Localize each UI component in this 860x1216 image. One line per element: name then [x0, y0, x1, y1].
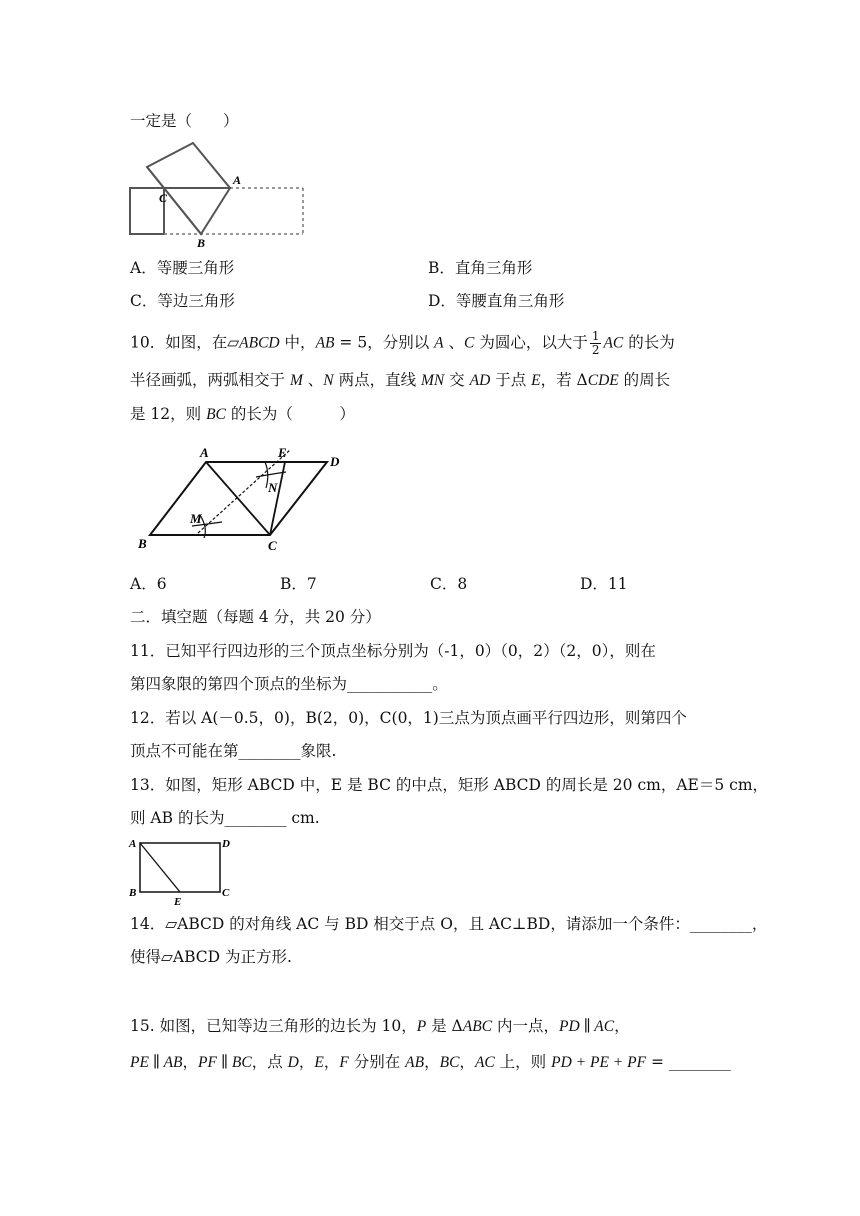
q9-label-c: C — [159, 191, 168, 205]
q14-line-2: 使得▱ABCD 为正方形. — [130, 948, 292, 966]
q10-label-a: A — [200, 445, 209, 460]
q10-option-c: C．8 — [430, 575, 468, 593]
q10-figure — [130, 440, 350, 555]
q10-label-b: B — [138, 536, 147, 551]
q13-label-e: E — [174, 896, 182, 906]
q10-label-m: M — [190, 511, 202, 526]
q13-label-c: C — [222, 887, 230, 899]
q10-label-e: E — [278, 445, 287, 460]
q10-label-d: D — [330, 454, 340, 469]
q12-line-2: 顶点不可能在第________象限. — [130, 742, 337, 760]
q9-option-b: B．直角三角形 — [428, 259, 533, 277]
q9-option-d: D．等腰直角三角形 — [428, 292, 565, 310]
q11-line-1: 11．已知平行四边形的三个顶点坐标分别为（-1，0）（0，2）（2，0），则在 — [130, 642, 656, 660]
q13-figure — [128, 834, 238, 906]
q10-line-3: 是 12，则 BC 的长为（ ） — [130, 405, 355, 423]
q9-option-a: A．等腰三角形 — [130, 259, 235, 277]
q9-label-b: B — [197, 236, 206, 250]
q10-label-n: N — [268, 480, 278, 495]
q9-stem-tail: 一定是（ ） — [130, 112, 239, 130]
q13-label-b: B — [129, 887, 137, 899]
q10-label-c: C — [268, 538, 277, 553]
q10-line-2: 半径画弧，两弧相交于 M 、N 两点，直线 MN 交 AD 于点 E，若 ΔCDE 的周长 — [130, 371, 671, 389]
q10-option-a: A．6 — [130, 575, 167, 593]
fraction-one-half: $\frac{1}{2}$ — [591, 329, 600, 357]
q13-label-a: A — [129, 838, 137, 850]
q10-option-d: D．11 — [580, 575, 628, 593]
section-2-heading: 二．填空题（每题 4 分，共 20 分） — [130, 608, 381, 626]
q15-line-1: 15. 如图，已知等边三角形的边长为 10，P 是 ΔABC 内一点，PD ∥ AC， — [130, 1017, 630, 1035]
q13-label-d: D — [222, 838, 230, 850]
q9-option-c: C．等边三角形 — [130, 292, 235, 310]
q9-figure — [125, 138, 315, 250]
q10-option-b: B．7 — [280, 575, 317, 593]
q13-line-1: 13．如图，矩形 ABCD 中，E 是 BC 的中点，矩形 ABCD 的周长是 20 cm，AE＝5 cm， — [130, 776, 769, 794]
q12-line-1: 12．若以 A(－0.5，0)，B(2，0)，C(0，1)三点为顶点画平行四边形，则第四个 — [130, 709, 687, 727]
q15-line-2: PE ∥ AB，PF ∥ BC，点 D，E，F 分别在 AB，BC，AC 上，则 PD + PE + PF = ________ — [130, 1053, 731, 1071]
q11-line-2: 第四象限的第四个顶点的坐标为___________。 — [130, 675, 448, 693]
q9-label-a: A — [233, 173, 242, 187]
q10-line-1: 10．如图，在▱ABCD 中，AB = 5，分别以 A 、C 为圆心，以大于 $\frac{1}{2}$ AC 的长为 — [130, 329, 675, 357]
q14-line-1: 14．▱ABCD 的对角线 AC 与 BD 相交于点 O，且 AC⊥BD，请添加一个条件：________， — [130, 915, 768, 933]
q13-line-2: 则 AB 的长为________ cm. — [130, 809, 320, 827]
